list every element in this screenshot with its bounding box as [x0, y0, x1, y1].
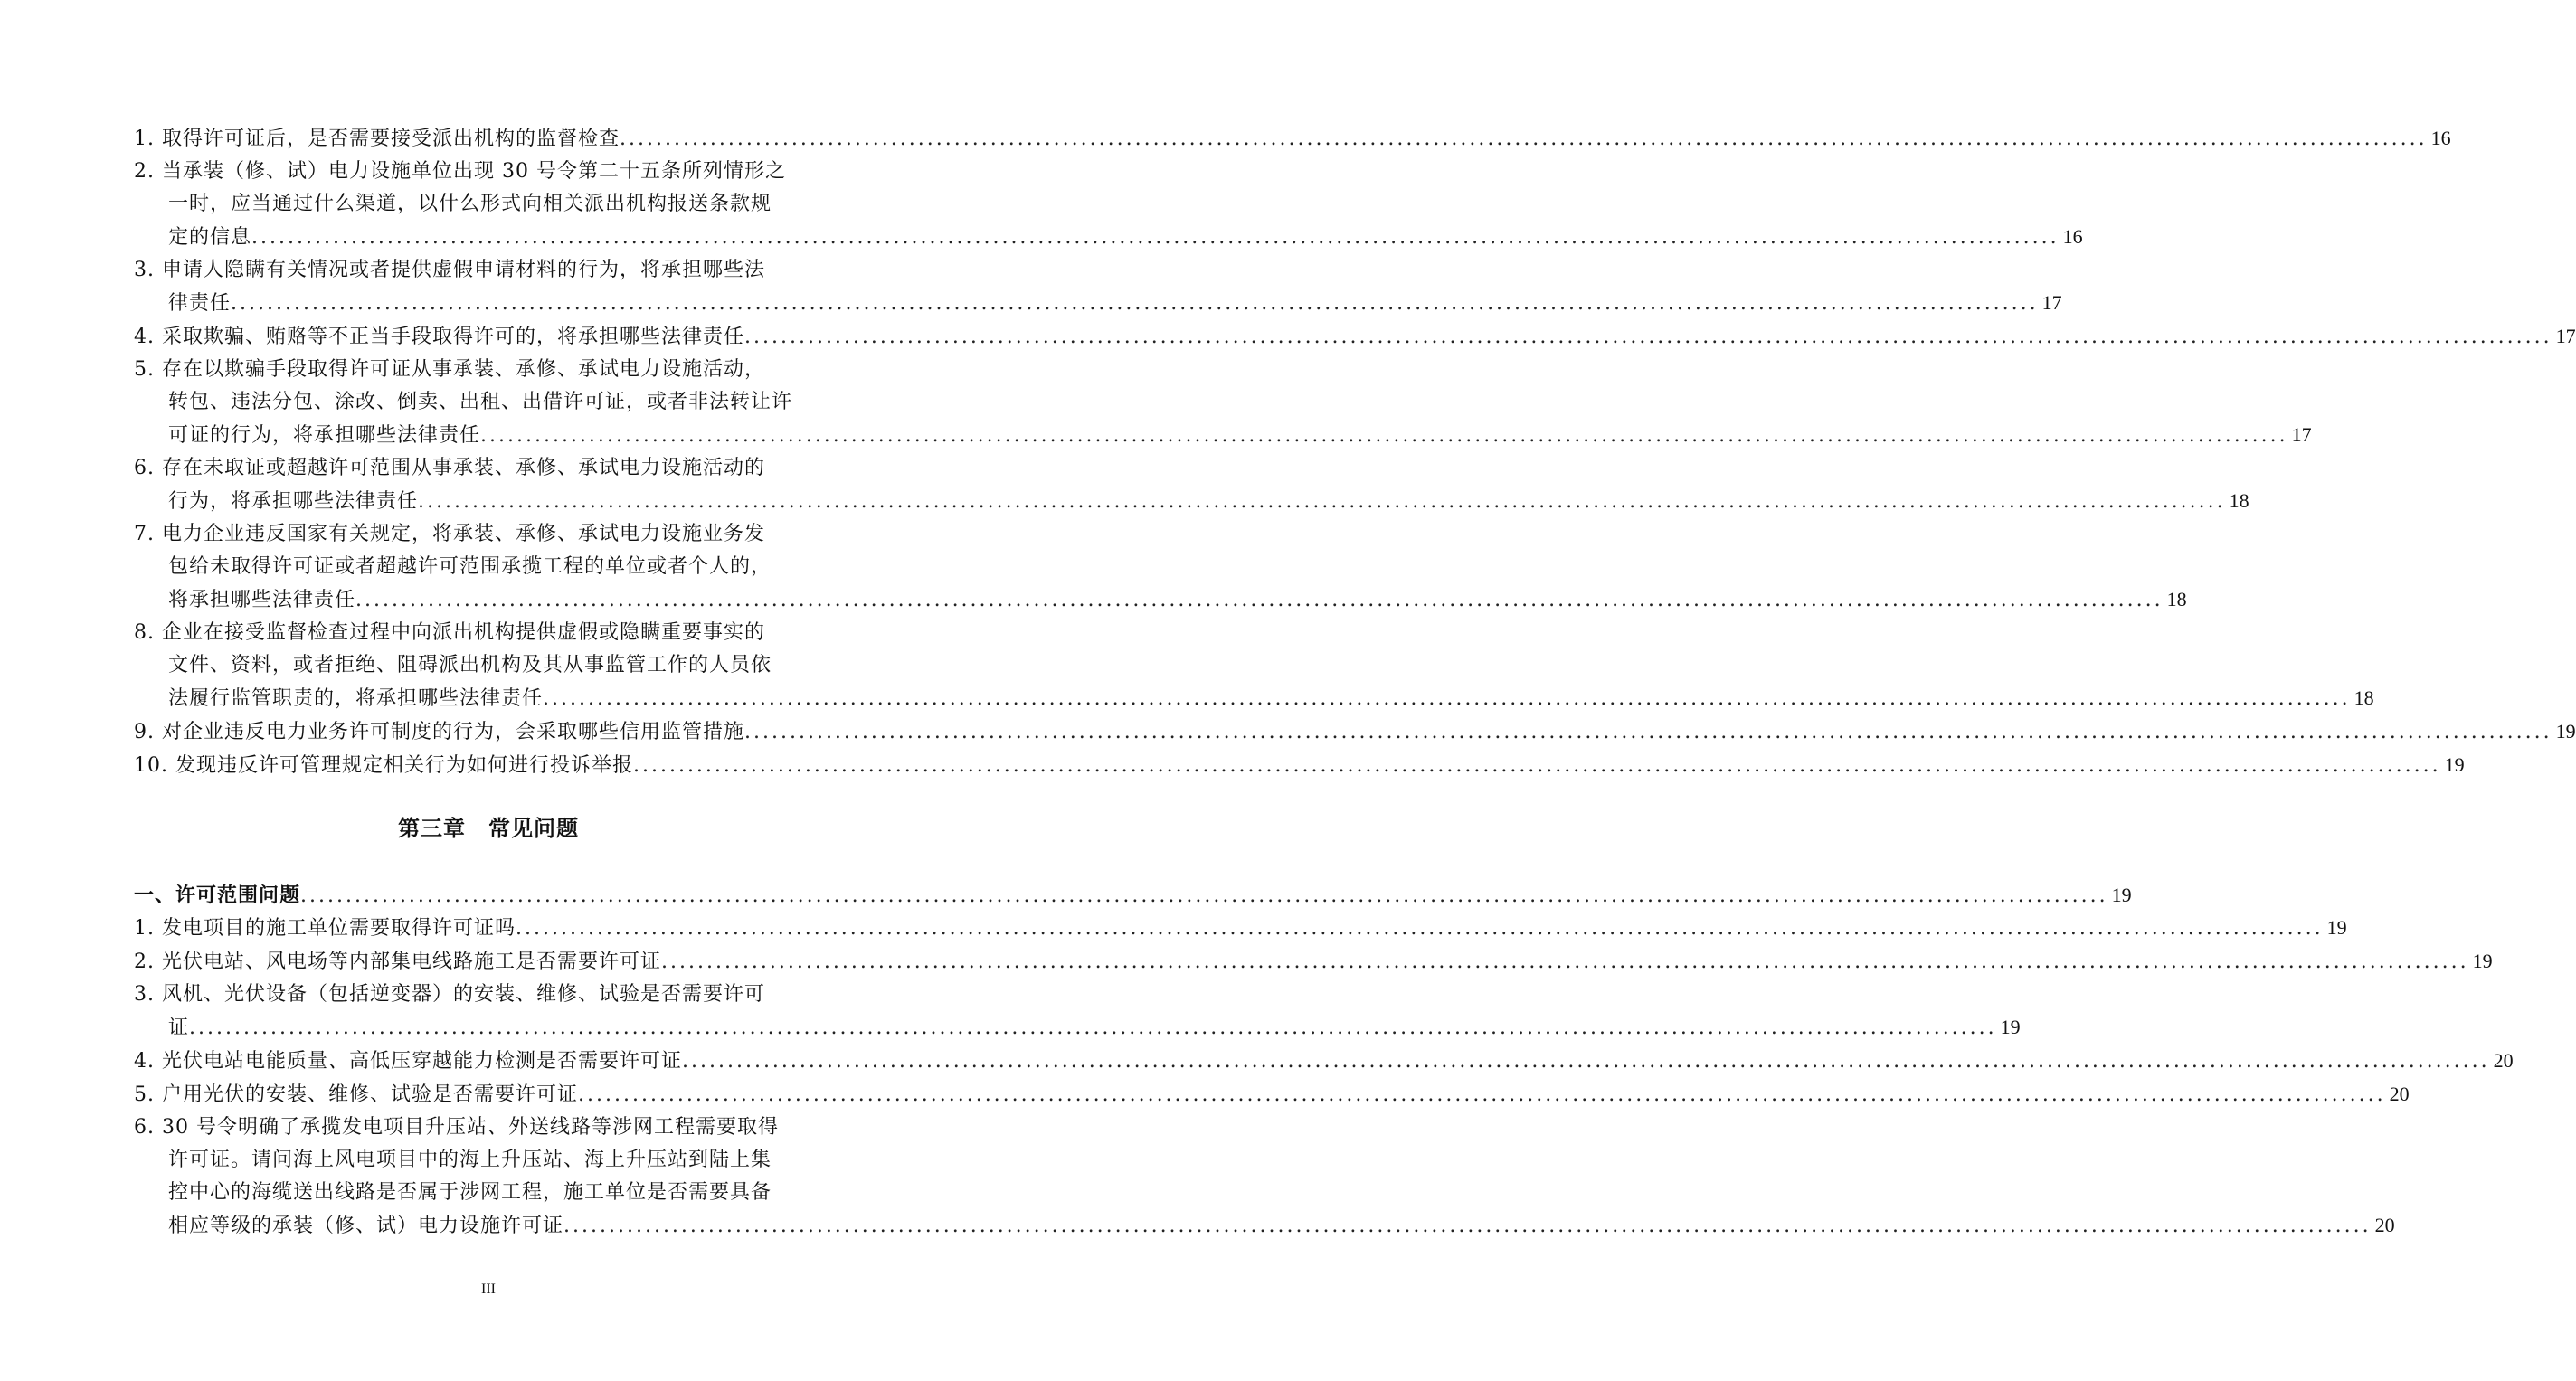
toc-entry[interactable]	[134, 452, 2249, 518]
toc-page-number: 17	[2041, 291, 2062, 314]
toc-page-number: 19	[2111, 884, 2132, 906]
toc-entry-text: 2. 光伏电站、风电场等内部集电线路施工是否需要许可证	[134, 951, 661, 973]
toc-page-number: 17	[2555, 325, 2576, 347]
toc-entry-text: 可证的行为，将承担哪些法律责任	[168, 424, 481, 447]
toc-entry-line	[134, 912, 2347, 945]
toc-entry-line	[134, 287, 2062, 320]
toc-entry-line	[134, 1078, 2410, 1111]
toc-section	[134, 879, 2132, 913]
toc-page-number: 20	[2374, 1214, 2395, 1236]
toc-entry[interactable]	[134, 354, 2312, 452]
toc-entry-text: 9. 对企业违反电力业务许可制度的行为，会采取哪些信用监管措施	[134, 721, 744, 743]
toc-leader-dots: ........................................................................................................................................................................................................	[744, 326, 2552, 348]
toc-page-number: 19	[2000, 1016, 2021, 1038]
toc-entry[interactable]	[134, 156, 2083, 254]
toc-entry-text: 8. 企业在接受监督检查过程中向派出机构提供虚假或隐瞒重要事实的	[134, 621, 765, 644]
toc-entry[interactable]	[134, 1111, 2395, 1243]
toc-entry-line	[134, 1144, 845, 1177]
toc-entry-line	[134, 1011, 2021, 1045]
toc-entry-text: 7. 电力企业违反国家有关规定，将承装、承修、承试电力设施业务发	[134, 523, 765, 545]
toc-entry[interactable]	[134, 1078, 2410, 1111]
toc-leader-dots: ........................................................................................................................................................................................................	[632, 754, 2441, 777]
toc-leader-dots: ........................................................................................................................................................................................................	[661, 951, 2469, 973]
toc-entry-text: 文件、资料，或者拒绝、阻碍派出机构及其从事监管工作的人员依	[168, 654, 772, 676]
toc-entry-line	[134, 122, 2451, 156]
chapter-title: 第三章 常见问题	[398, 816, 579, 841]
toc-list-chapter2	[134, 122, 2576, 782]
toc-entry-text: 5. 存在以欺骗手段取得许可证从事承装、承修、承试电力设施活动，	[134, 358, 765, 381]
toc-entry[interactable]	[134, 715, 2576, 749]
toc-entry-text: 3. 风机、光伏设备（包括逆变器）的安装、维修、试验是否需要许可	[134, 983, 765, 1006]
toc-page-number: 19	[2326, 916, 2347, 939]
toc-entry[interactable]	[134, 518, 2187, 617]
toc-entry-text: 1. 发电项目的施工单位需要取得许可证吗	[134, 917, 516, 940]
toc-entry[interactable]	[134, 749, 2465, 782]
toc-entry-text: 一、许可范围问题	[134, 884, 301, 907]
toc-entry-text: 3. 申请人隐瞒有关情况或者提供虚假申请材料的行为，将承担哪些法	[134, 259, 765, 281]
toc-entry-text: 证	[168, 1017, 190, 1039]
toc-entry-text: 相应等级的承装（修、试）电力设施许可证	[168, 1215, 564, 1237]
toc-entry-line	[134, 945, 2493, 979]
toc-entry-text: 5. 户用光伏的安装、维修、试验是否需要许可证	[134, 1083, 578, 1106]
toc-entry-text: 法履行监管职责的，将承担哪些法律责任	[168, 687, 544, 710]
toc-page-number: 19	[2555, 720, 2576, 743]
toc-entry-line	[134, 518, 845, 551]
toc-entry[interactable]	[134, 1045, 2514, 1078]
toc-page-number: 16	[2062, 225, 2083, 248]
toc-entry-text: 许可证。请问海上风电项目中的海上升压站、海上升压站到陆上集	[168, 1149, 772, 1171]
toc-entry[interactable]	[134, 912, 2347, 945]
toc-leader-dots: ........................................................................................................................................................................................................	[578, 1083, 2386, 1106]
toc-entry-text: 转包、违法分包、涂改、倒卖、出租、出借许可证，或者非法转让许	[168, 391, 793, 413]
toc-entry-text: 2. 当承装（修、试）电力设施单位出现 30 号令第二十五条所列情形之	[134, 160, 786, 183]
toc-entry-text: 10. 发现违反许可管理规定相关行为如何进行投诉举报	[134, 754, 633, 777]
toc-entry-line	[134, 1045, 2514, 1078]
toc-entry-text: 4. 采取欺骗、贿赂等不正当手段取得许可的，将承担哪些法律责任	[134, 326, 744, 348]
toc-entry-text: 将承担哪些法律责任	[168, 589, 356, 611]
toc-entry[interactable]	[134, 254, 2062, 320]
toc-entry-text: 定的信息	[168, 226, 252, 249]
toc-leader-dots: ........................................................................................................................................................................................................	[620, 128, 2428, 150]
toc-entry-line	[134, 649, 845, 682]
toc-entry[interactable]	[134, 617, 2374, 715]
toc-leader-dots: ........................................................................................................................................................................................................	[189, 1017, 1997, 1039]
toc-entry-line	[134, 715, 2576, 749]
toc-entry-text: 6. 存在未取证或超越许可范围从事承装、承修、承试电力设施活动的	[134, 457, 765, 479]
toc-entry-line	[134, 879, 2132, 913]
toc-list-chapter3	[134, 912, 2514, 1243]
toc-entry-line	[134, 1209, 2395, 1243]
toc-page-number: 20	[2493, 1049, 2514, 1072]
toc-leader-dots: ........................................................................................................................................................................................................	[516, 917, 2324, 940]
toc-entry-line	[134, 485, 2249, 518]
toc-entry-text: 1. 取得许可证后，是否需要接受派出机构的监督检查	[134, 128, 620, 150]
toc-entry-text: 行为，将承担哪些法律责任	[168, 490, 419, 513]
toc-entry-line	[134, 1111, 845, 1144]
toc-entry-line	[134, 583, 2187, 617]
toc-page-number: 20	[2389, 1083, 2410, 1105]
toc-entry[interactable]	[134, 979, 2021, 1045]
toc-leader-dots: ........................................................................................................................................................................................................	[355, 589, 2164, 611]
toc-page-number: 17	[2291, 423, 2312, 446]
toc-entry[interactable]	[134, 945, 2493, 979]
toc-entry-line	[134, 979, 845, 1011]
toc-entry-line	[134, 419, 2312, 452]
toc-page-number: 18	[2229, 489, 2249, 512]
toc-entry-text: 4. 光伏电站电能质量、高低压穿越能力检测是否需要许可证	[134, 1050, 682, 1073]
toc-leader-dots: ........................................................................................................................................................................................................	[564, 1215, 2372, 1237]
toc-entry-line	[134, 188, 845, 221]
toc-page-number: 19	[2444, 753, 2465, 776]
toc-entry-line	[134, 221, 2083, 254]
toc-page-number: 19	[2472, 950, 2493, 972]
toc-entry-text: 律责任	[168, 292, 232, 315]
toc-entry-line	[134, 452, 845, 485]
toc-page-number: 18	[2353, 686, 2374, 709]
toc-entry-text: 6. 30 号令明确了承揽发电项目升压站、外送线路等涉网工程需要取得	[134, 1116, 779, 1139]
toc-entry-text: 一时，应当通过什么渠道，以什么形式向相关派出机构报送条款规	[168, 193, 772, 215]
toc-entry[interactable]	[134, 320, 2576, 354]
toc-entry-text: 包给未取得许可证或者超越许可范围承揽工程的单位或者个人的，	[168, 555, 772, 578]
toc-entry[interactable]	[134, 879, 2132, 913]
toc-leader-dots: ........................................................................................................................................................................................................	[231, 292, 2039, 315]
toc-page-number: 18	[2166, 588, 2187, 610]
toc-entry[interactable]	[134, 122, 2451, 156]
toc-leader-dots: ........................................................................................................................................................................................................	[300, 884, 2108, 907]
toc-entry-line	[134, 320, 2576, 354]
toc-entry-line	[134, 156, 845, 188]
toc-entry-line	[134, 1177, 845, 1209]
toc-entry-line	[134, 386, 845, 419]
toc-entry-line	[134, 254, 845, 287]
toc-entry-line	[134, 551, 845, 583]
toc-entry-line	[134, 749, 2465, 782]
toc-leader-dots: ........................................................................................................................................................................................................	[682, 1050, 2490, 1073]
toc-leader-dots: ........................................................................................................................................................................................................	[480, 424, 2288, 447]
toc-entry-line	[134, 617, 845, 649]
page-number-footer: III	[481, 1282, 496, 1297]
toc-entry-text: 控中心的海缆送出线路是否属于涉网工程，施工单位是否需要具备	[168, 1181, 772, 1204]
toc-entry-line	[134, 682, 2374, 715]
toc-leader-dots: ........................................................................................................................................................................................................	[251, 226, 2060, 249]
toc-leader-dots: ........................................................................................................................................................................................................	[744, 721, 2552, 743]
toc-entry-line	[134, 354, 845, 386]
toc-leader-dots: ........................................................................................................................................................................................................	[418, 490, 2226, 513]
toc-page-number: 16	[2430, 127, 2451, 149]
toc-leader-dots: ........................................................................................................................................................................................................	[543, 687, 2351, 710]
